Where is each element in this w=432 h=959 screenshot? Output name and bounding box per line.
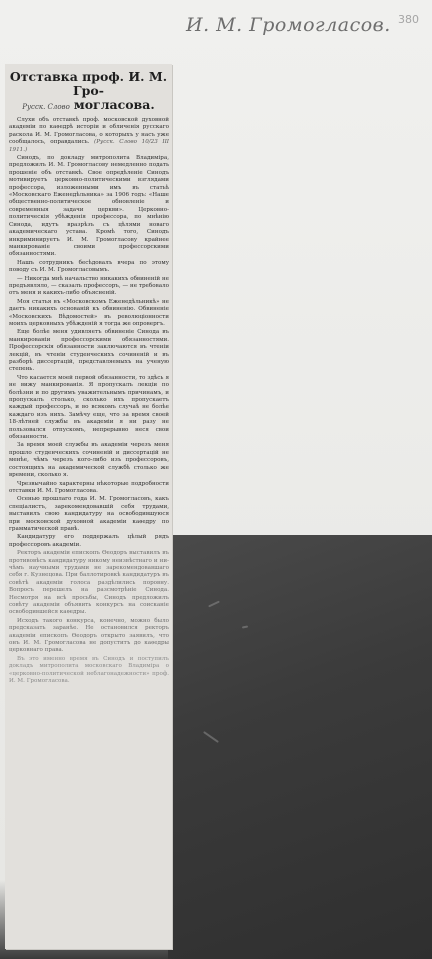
article-title-line2: могласова.	[73, 97, 155, 112]
article-title-line2-row	[7, 98, 170, 114]
article-paragraph: Моя статья въ «Московскомъ Еженедѣльникѣ» не даетъ никакихъ основаній къ обвиненію. Обвиненіе «Московскихъ Вѣдомостей» въ революціонности моихъ церковныхъ убѣжденій я тогда же опровергъ.	[9, 298, 169, 327]
article-title-line1: Отставка проф. И. М. Гро-	[9, 69, 168, 98]
article-paragraph: Ректоръ академіи епископъ Ѳеодоръ выставилъ въ противовѣсъ кандидатуру никому неизвѣстнаго и ни-чѣмъ научными трудами не зарекомендовавшаго себя г. Кузнецова. При баллотировкѣ кандидатуръ въ совѣтѣ академіи голоса раздѣлились поровну. Вопросъ перешелъ на разсмотрѣніе Синода. Несмотря на всѣ просьбы, Синодъ предложилъ совѣту академіи объявить конкурсъ на соисканіе освободившейся каѳедры.	[9, 550, 169, 616]
article-paragraph: Синодъ, по докладу митрополита Владиміра, предложилъ И. М. Громогласову немедленно подать прошеніе объ отставкѣ. Свое опредѣленіе Синодъ мотивируетъ церковно-политическими взглядами профессора, изложенными имъ въ статьѣ «Московскаго Еженедѣльника» за 1906 годъ: «Наше общественно-политическое обновленіе и современныя задачи церкви». Церковно-политическія убѣжденія профессора, по мнѣнію Синода, идутъ вразрѣзъ съ цѣлями новаго академическаго устава. Кромѣ того, Синодъ инкриминируетъ И. М. Громогласову крайнее манкированіе своими профессорскими обязанностями.	[9, 155, 169, 258]
article-title	[7, 70, 170, 114]
handwritten-date-note: (Русск. Слово 10/23 III 1911.)	[9, 139, 170, 153]
article-paragraph: Нашъ сотрудникъ бесѣдовалъ вчера по этому поводу съ И. М. Громогласовымъ.	[9, 259, 169, 274]
dark-background	[168, 535, 432, 959]
article-body	[5, 114, 172, 685]
newspaper-clipping	[5, 64, 172, 949]
article-paragraph: Въ это именно время въ Синодъ и поступилъ докладъ митрополита московскаго Владиміра о «церковно-политической неблагонадежности» проф. И. М. Громогласова.	[9, 655, 169, 685]
article-paragraph: Осенью прошлаго года И. М. Громогласовъ, какъ спеціалистъ, зарекомендовавшій себя трудами, выставилъ свою кандидатуру на освободившуюся при московской духовной академіи каѳедру по грамматической правѣ.	[9, 496, 169, 532]
article-paragraph: Чрезвычайно характерны нѣкоторые подробности отставки И. М. Громогласова.	[9, 480, 169, 494]
article-paragraph	[9, 117, 169, 154]
article-paragraph: За время моей службы въ академіи черезъ меня прошло студенческихъ сочиненій и диссертацій не менѣе, чѣмъ черезъ кого-либо изъ профессоровъ, состоящихъ на академической службѣ столько же времени, сколько я.	[9, 442, 169, 479]
handwritten-author-name: И. М. Громогласов.	[186, 14, 391, 36]
article-paragraph: — Никогда мнѣ начальство никакихъ обвиненій не предъявляло, — сказалъ профессоръ, — не требовало отъ меня и какихъ-либо объясненій.	[9, 275, 169, 297]
article-paragraph: Еще болѣе меня удивляетъ обвиненіе Синода въ манкированіи профессорскими обязанностями. Профессорскія обязанности заключаются въ чтеніи лекцій, въ чтеніи студенческихъ сочиненій и въ разборѣ диссертацій, представляемыхъ на ученую степень.	[9, 329, 169, 373]
handwritten-source-note: Русск. Слово	[22, 103, 70, 111]
paragraph-text: Слухи объ отставкѣ проф. московской духовной академіи по каѳедрѣ исторіи и обличенія русскаго раскола И. М. Громогласова, о которыхъ у насъ уже сообщалось, оправдались.	[9, 117, 169, 146]
page-number: 380	[398, 13, 419, 26]
article-paragraph: Исходъ такого конкурса, конечно, можно было предсказать заранѣе. Не остановился ректоръ академіи епископъ Ѳеодоръ открыто заявилъ, что онъ И. М. Громогласова не допуститъ до каѳедры церковнаго права.	[9, 617, 169, 654]
article-paragraph: Что касается моей первой обязанности, то здѣсь я не вижу манкированія. Я пропускалъ лекціи по болѣзни и по другимъ уважительнымъ причинамъ, и пропускалъ столько, сколько ихъ пропускаетъ каждый профессоръ, и во всякомъ случаѣ не болѣе каждаго изъ нихъ. Замѣчу еще, что за время своей 18-лѣтней службы въ академіи я ни разу не пользовался отпускомъ, непрерывно неся свои обязанности.	[9, 374, 169, 441]
article-paragraph: Кандидатуру его поддержалъ цѣлый рядъ профессоровъ академіи.	[9, 534, 169, 548]
